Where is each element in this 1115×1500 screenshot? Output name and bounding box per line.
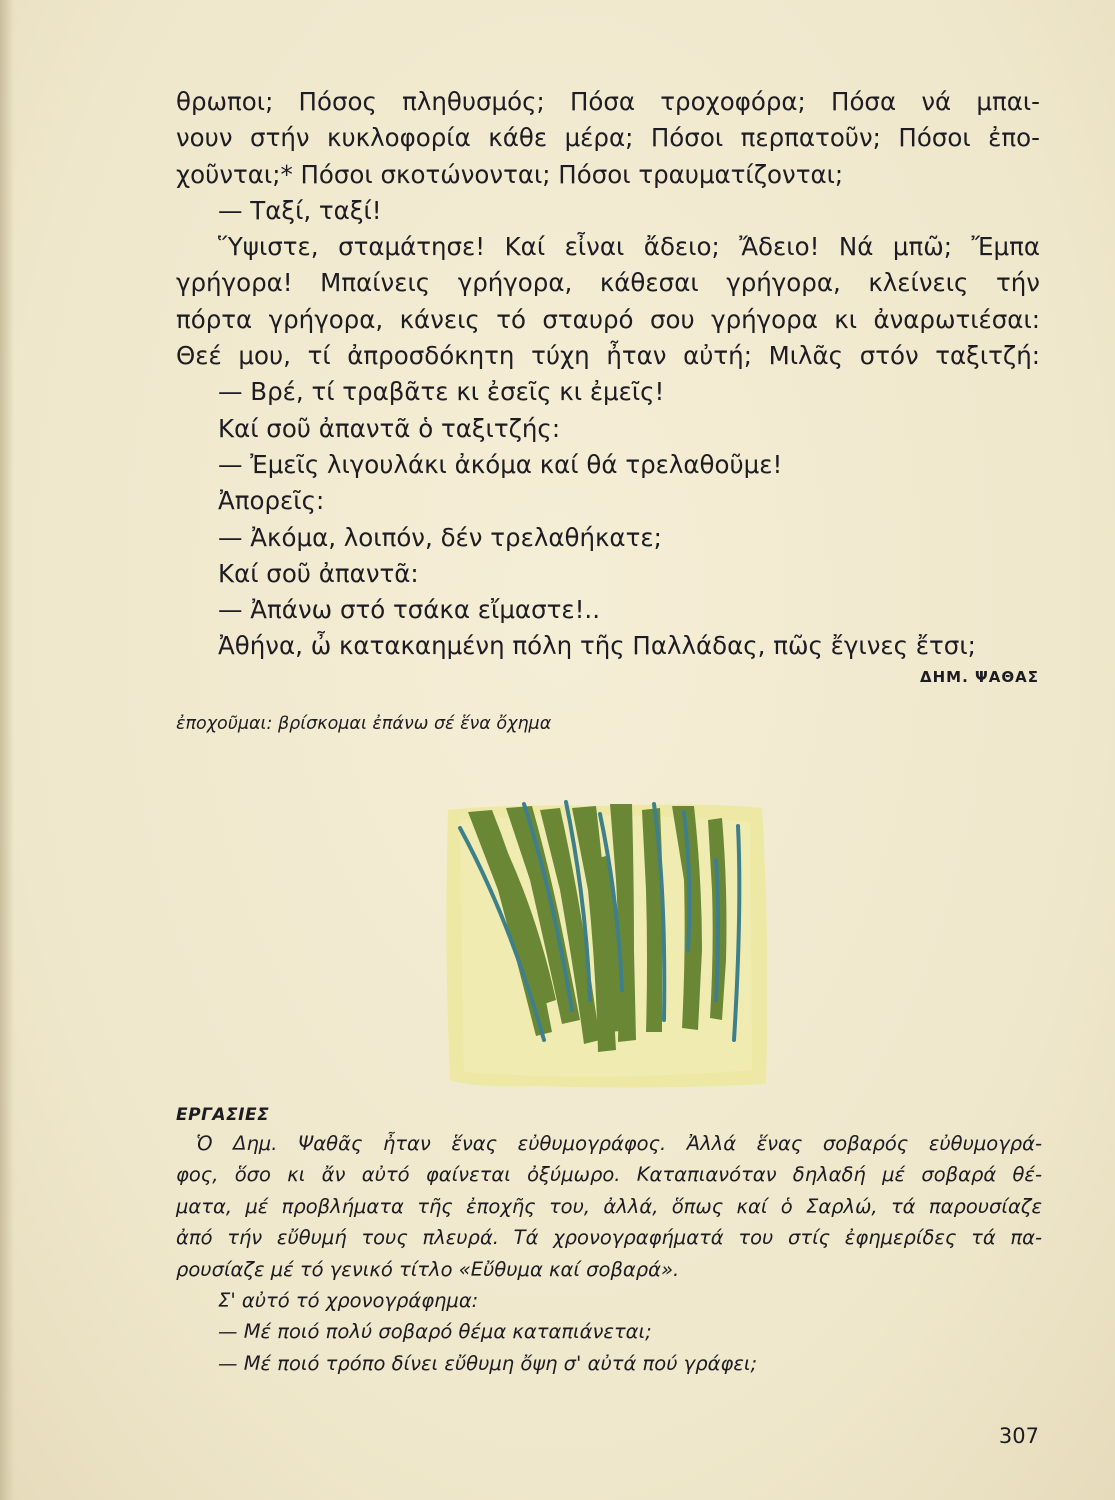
page-edge-shadow bbox=[0, 0, 14, 1500]
text-line: χοῦνται;* Πόσοι σκοτώνονται; Πόσοι τραυματίζονται; bbox=[176, 159, 844, 189]
dialogue-line: — Ἀκόμα, λοιπόν, δέν τρελαθήκατε; bbox=[218, 522, 662, 552]
text-line: πόρτα γρήγορα, κάνεις τό σταυρό σου γρήγορα κι ἀναρωτιέσαι: bbox=[176, 304, 1040, 334]
exercise-question: — Μέ ποιό πολύ σοβαρό θέμα καταπιάνεται; bbox=[218, 1320, 652, 1344]
exercise-line: Σ' αὐτό τό χρονογράφημα: bbox=[218, 1288, 479, 1312]
exercises-section bbox=[176, 1100, 1042, 1379]
footnote-term: ἐποχοῦμαι: bbox=[176, 714, 273, 734]
text-line: Ἀθήνα, ὦ κατακαημένη πόλη τῆς Παλλάδας, πῶς ἔγινες ἔτσι; bbox=[218, 631, 976, 661]
dialogue-line: — Ταξί, ταξί! bbox=[218, 195, 382, 225]
dialogue-line: — Βρέ, τί τραβᾶτε κι ἐσεῖς κι ἐμεῖς! bbox=[218, 377, 665, 407]
text-line: Καί σοῦ ἀπαντᾶ: bbox=[218, 558, 419, 588]
exercise-line: ρουσίαζε μέ τό γενικό τίτλο «Εὔθυμα καί σοβαρά». bbox=[176, 1257, 680, 1281]
text-line: Ἀπορεῖς: bbox=[218, 486, 325, 516]
footnote-definition: βρίσκομαι ἐπάνω σέ ἕνα ὄχημα bbox=[277, 714, 552, 734]
text-line: Θεέ μου, τί ἀπροσδόκητη τύχη ἦταν αὐτή; Μιλᾶς στόν ταξιτζή: bbox=[176, 341, 1040, 371]
text-line: Καί σοῦ ἀπαντᾶ ὁ ταξιτζής: bbox=[218, 413, 561, 443]
exercise-line: ματα, μέ προβλήματα τῆς ἐποχῆς του, ἀλλά, ὅπως καί ὁ Σαρλώ, τά παρουσίαζε bbox=[176, 1194, 1042, 1218]
author-name: ΔΗΜ. ΨΑΘΑΣ bbox=[920, 668, 1039, 686]
text-line: Ὕψιστε, σταμάτησε! Καί εἶναι ἄδειο; Ἄδειο! Νά μπῶ; Ἔμπα bbox=[218, 232, 1040, 262]
exercise-question: — Μέ ποιό τρόπο δίνει εὔθυμη ὄψη σ' αὐτά πού γράφει; bbox=[218, 1351, 758, 1375]
exercises-heading: ΕΡΓΑΣΙΕΣ bbox=[176, 1105, 270, 1125]
dialogue-line: — Ἀπάνω στό τσάκα εἴμαστε!.. bbox=[218, 595, 600, 625]
footnote bbox=[176, 714, 551, 734]
exercise-line: ἀπό τήν εὔθυμή τους πλευρά. Τά χρονογραφήματά του στίς ἐφημερίδες τά πα- bbox=[176, 1226, 1042, 1250]
exercise-line: φος, ὅσο κι ἄν αὐτό φαίνεται ὀξύμωρο. Καταπιανόταν δηλαδή μέ σοβαρά θέ- bbox=[176, 1163, 1042, 1187]
exercise-line: Ὁ Δημ. Ψαθᾶς ἦταν ἕνας εὐθυμογράφος. Ἀλλά ἕνας σοβαρός εὐθυμογρά- bbox=[196, 1132, 1042, 1155]
text-line: γρήγορα! Μπαίνεις γρήγορα, κάθεσαι γρήγορα, κλείνεις τήν bbox=[176, 268, 1040, 298]
page-number: 307 bbox=[998, 1424, 1039, 1448]
dialogue-line: — Ἐμεῖς λιγουλάκι ἀκόμα καί θά τρελαθοῦμε! bbox=[218, 449, 783, 479]
grass-illustration bbox=[440, 800, 772, 1090]
text-line: θρωποι; Πόσος πληθυσμός; Πόσα τροχοφόρα; Πόσα νά μπαι- bbox=[176, 87, 1040, 116]
text-line: νουν στήν κυκλοφορία κάθε μέρα; Πόσοι περπατοῦν; Πόσοι ἐπο- bbox=[176, 123, 1040, 153]
story-text bbox=[176, 84, 1040, 665]
